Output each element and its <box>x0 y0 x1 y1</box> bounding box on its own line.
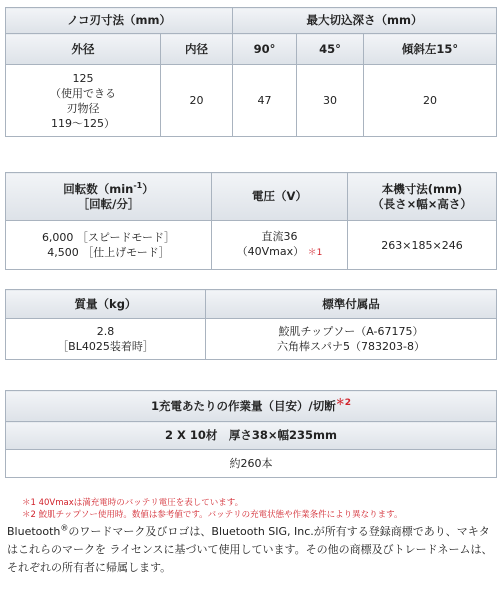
weight-line1: 2.8 <box>96 325 115 338</box>
header-dims <box>348 173 497 221</box>
rpm-finish-mode: 4,500 ［仕上げモード］ <box>47 246 170 259</box>
val-outer <box>6 65 161 137</box>
header-rpm <box>6 173 212 221</box>
voltage-line2: （40Vmax） ＊1 <box>236 245 323 258</box>
accessory-item: 鮫肌チップソー（A-67175） <box>278 325 424 338</box>
header-dims-line1: 本機寸法(mm) <box>381 181 463 196</box>
header-blade-size: ノコ刃寸法（mm） <box>6 8 233 34</box>
val-dims: 263×185×246 <box>348 221 497 270</box>
note-1: ＊1 40Vmaxは満充電時のバッテリ電圧を表しています。 <box>22 498 244 508</box>
val-voltage <box>212 221 348 270</box>
val-weight <box>6 319 206 360</box>
col-90: 90° <box>233 34 297 65</box>
work-amount: 約260本 <box>6 450 497 478</box>
val-45: 30 <box>297 65 364 137</box>
blade-spec-table <box>5 7 497 137</box>
header-dims-line2: （長さ×幅×高さ） <box>372 196 472 211</box>
voltage-note-mark: ＊1 <box>307 248 323 258</box>
val-outer-line: 刃物径 <box>66 101 100 115</box>
val-inner: 20 <box>161 65 233 137</box>
col-tilt: 傾斜左15° <box>364 34 497 65</box>
work-note-mark: ＊2 <box>335 397 351 408</box>
val-outer-line: 119〜125） <box>51 116 115 130</box>
val-outer-line: （使用できる <box>50 86 116 100</box>
header-work: 1充電あたりの作業量（目安）/切断$^{*2}$ <box>6 391 497 422</box>
header-weight: 質量（kg） <box>6 290 206 319</box>
val-rpm <box>6 221 212 270</box>
weight-line2: ［BL4025装着時］ <box>57 340 154 353</box>
motor-spec-table <box>5 172 497 270</box>
val-accessories <box>206 319 497 360</box>
rpm-speed-mode: 6,000 ［スピードモード］ <box>41 231 176 244</box>
val-tilt: 20 <box>364 65 497 137</box>
header-max-depth: 最大切込深さ（mm） <box>233 8 497 34</box>
header-accessories: 標準付属品 <box>206 290 497 319</box>
work-material: 2 X 10材 厚さ38×幅235mm <box>6 422 497 450</box>
header-voltage: 電圧（V） <box>212 173 348 221</box>
col-45: 45° <box>297 34 364 65</box>
footnotes <box>6 497 498 577</box>
val-90: 47 <box>233 65 297 137</box>
val-outer-line: 125 <box>72 71 94 85</box>
header-rpm-line1: 回転数$(\min^{-1})$ <box>63 180 154 196</box>
header-rpm-line2: ［回転/分］ <box>77 196 140 211</box>
voltage-line1: 直流36 <box>261 230 298 243</box>
work-amount-table <box>5 390 497 478</box>
col-inner: 内径 <box>161 34 233 65</box>
col-outer: 外径 <box>6 34 161 65</box>
trademark-notice: Bluetooth®のワードマーク及びロゴは、Bluetooth SIG, Inc.が所有する登録商標であり、マキタはこれらのマークを ライセンスに基づいて使用しています。その他の商標及びトレードネームは、それぞれの所有者に帰属します。 <box>7 523 493 574</box>
accessory-item: 六角棒スパナ5（783203-8） <box>277 340 425 353</box>
weight-accessory-table <box>5 289 497 360</box>
note-2: ＊2 鮫肌チップソー使用時。数値は参考値です。バッテリの充電状態や作業条件により異なります。 <box>22 510 403 520</box>
